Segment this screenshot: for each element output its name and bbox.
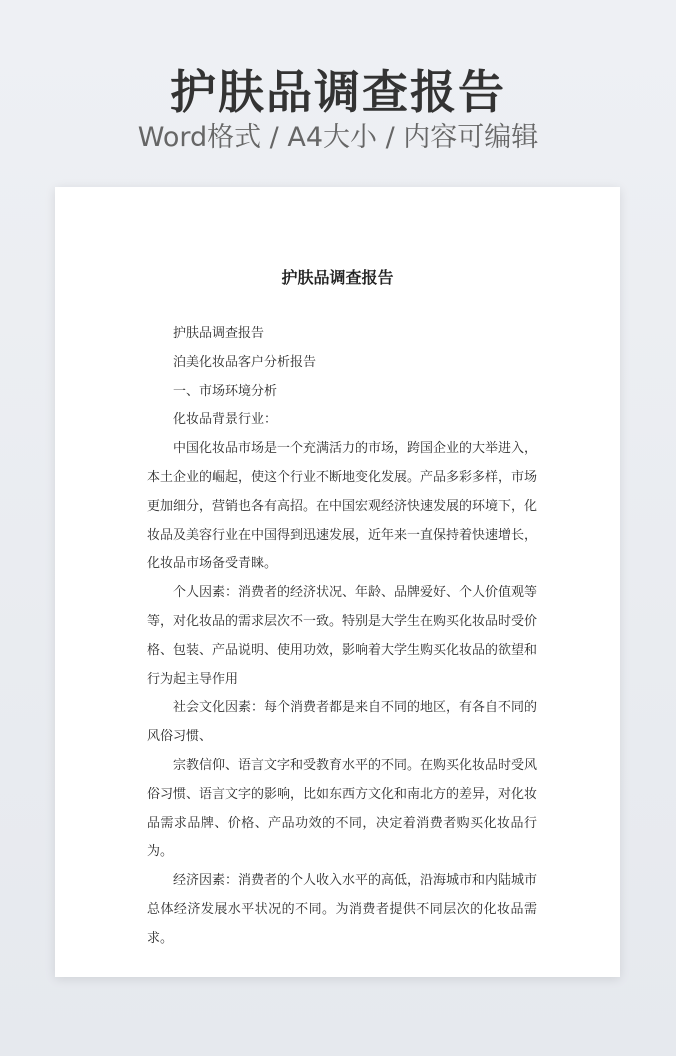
paragraph-industry-label: 化妆品背景行业： (173, 412, 278, 428)
paragraph-subtitle: 泊美化妆品客户分析报告 (173, 354, 317, 370)
document-page (55, 187, 620, 977)
paragraph-personal-factors: 个人因素：消费者的经济状况、年龄、品牌爱好、个人价值观等等，对化妆品的需求层次不一致。特别是大学生在购买化妆品时受价格、包装、产品说明、使用功效，影响着大学生购买化妆品的欲望和行为起主导作用 (147, 585, 538, 687)
paragraph-economic-factors: 经济因素：消费者的个人收入水平的高低，沿海城市和内陆城市总体经济发展水平状况的不同。为消费者提供不同层次的化妆品需求。 (147, 873, 538, 946)
paragraph-market-overview: 中国化妆品市场是一个充满活力的市场，跨国企业的大举进入，本土企业的崛起，使这个行业不断地变化发展。产品多彩多样，市场更加细分，营销也各有高招。在中国宏观经济快速发展的环境下，化妆品及美容行业在中国得到迅速发展，近年来一直保持着快速增长，化妆品市场备受青睐。 (147, 441, 538, 572)
paragraph-religion-language: 宗教信仰、语言文字和受教育水平的不同。在购买化妆品时受风俗习惯、语言文字的影响，比如东西方文化和南北方的差异，对化妆品需求品牌、价格、产品功效的不同，决定着消费者购买化妆品行为。 (147, 757, 538, 860)
banner-subtitle: Word格式 / A4大小 / 内容可编辑 (137, 122, 539, 153)
document-title: 护肤品调查报告 (281, 268, 394, 287)
paragraph-report-name: 护肤品调查报告 (173, 326, 265, 341)
paragraph-social-culture: 社会文化因素：每个消费者都是来自不同的地区，有各自不同的风俗习惯、 (147, 700, 538, 745)
section-heading: 一、市场环境分析 (173, 383, 278, 399)
document-body (147, 320, 537, 954)
banner-title: 护肤品调查报告 (170, 65, 506, 119)
